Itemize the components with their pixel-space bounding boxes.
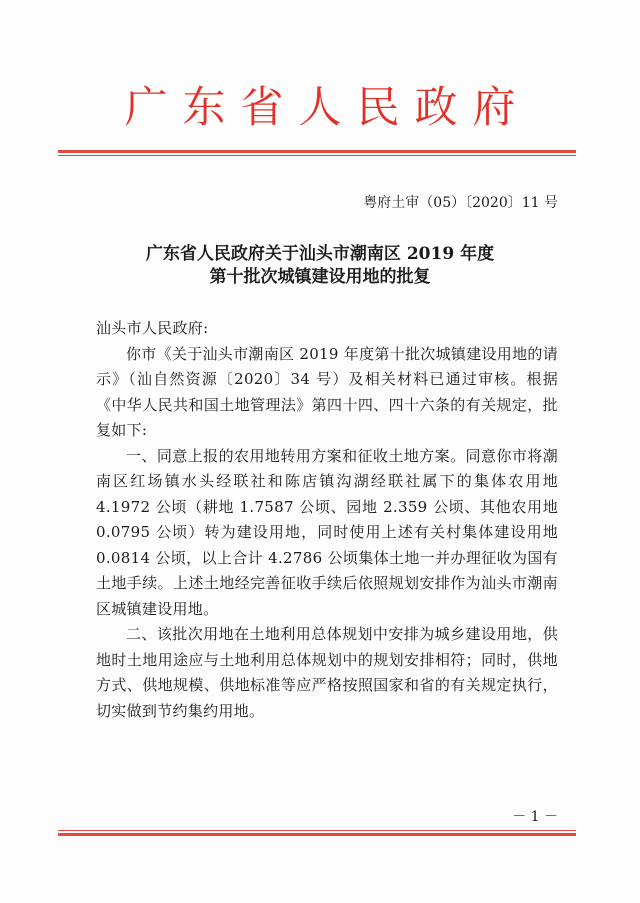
footer-red-rule-thin xyxy=(58,830,576,831)
issuing-authority-header: 广东省人民政府 xyxy=(124,83,531,133)
body-paragraph-item-1: 一、同意上报的农用地转用方案和征收土地方案。同意你市将潮南区红场镇水头经联社和陈店镇沟湖经联社属下的集体农用地 4.1972 公顷（耕地 1.7587 公顷、园地 2.359 公顷、其他农用地 0.0795 公顷）转为建设用地，同时使用上述有关村集体建设用地 0.0814 公顷，以上合计 4.2786 公顷集体土地一并办理征收为国有土地手续。上述土地经完善征收手续后依照规划安排作为汕头市潮南区城镇建设用地。 xyxy=(96,446,558,618)
document-number: 粤府土审（05）〔2020〕11 号 xyxy=(363,195,558,211)
document-body xyxy=(96,316,558,724)
body-paragraph-item-2: 二、该批次用地在土地利用总体规划中安排为城乡建设用地，供地时土地用途应与土地利用总体规划中的规划安排相符；同时，供地方式、供地规模、供地标准等应严格按照国家和省的有关规定执行，切实做到节约集约用地。 xyxy=(96,625,558,720)
header-red-rule-thin xyxy=(58,155,576,156)
document-title-line-1: 广东省人民政府关于汕头市潮南区 2019 年度 xyxy=(145,244,495,264)
body-paragraph-intro: 你市《关于汕头市潮南区 2019 年度第十批次城镇建设用地的请示》（汕自然资源〔2020〕34 号）及相关材料已通过审核。根据《中华人民共和国土地管理法》第四十四、四十六条的有关规定，批复如下: xyxy=(96,344,559,439)
header-red-rule-thick xyxy=(58,150,576,153)
footer-red-rule-thick xyxy=(58,833,576,836)
document-title xyxy=(0,243,640,289)
page-number: － 1 － xyxy=(512,809,558,825)
salutation: 汕头市人民政府: xyxy=(96,319,209,337)
document-title-line-2: 第十批次城镇建设用地的批复 xyxy=(209,267,431,287)
